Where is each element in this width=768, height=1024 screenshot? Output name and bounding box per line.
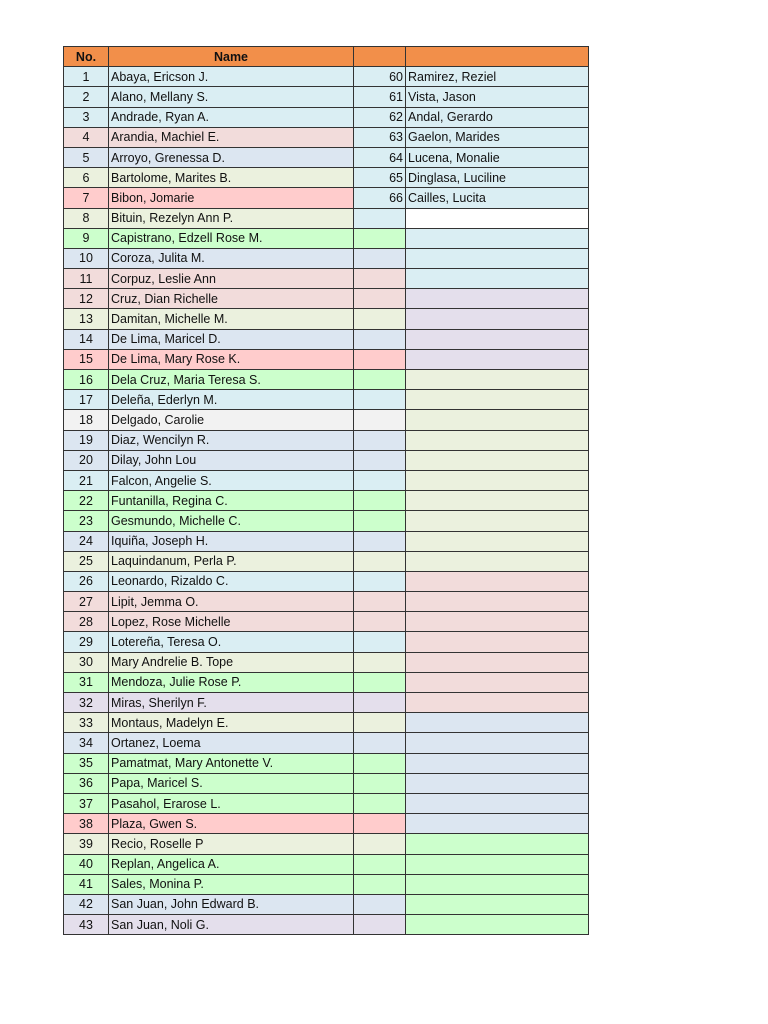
second-name-cell[interactable] — [406, 733, 589, 753]
second-number-cell[interactable]: 62 — [354, 107, 406, 127]
row-number-cell[interactable]: 31 — [64, 672, 109, 692]
second-number-cell[interactable] — [354, 309, 406, 329]
table-row — [64, 269, 589, 289]
second-number-cell[interactable] — [354, 592, 406, 612]
second-number-cell[interactable] — [354, 289, 406, 309]
row-number-cell[interactable]: 17 — [64, 390, 109, 410]
row-number-cell[interactable]: 40 — [64, 854, 109, 874]
table-row — [64, 370, 589, 390]
table-row — [64, 289, 589, 309]
second-name-cell[interactable] — [406, 612, 589, 632]
second-number-cell[interactable] — [354, 834, 406, 854]
name-cell[interactable]: Leonardo, Rizaldo C. — [109, 571, 354, 591]
row-number-cell[interactable]: 18 — [64, 410, 109, 430]
second-number-cell[interactable] — [354, 793, 406, 813]
second-number-cell[interactable] — [354, 854, 406, 874]
name-cell[interactable]: Andrade, Ryan A. — [109, 107, 354, 127]
second-number-cell[interactable] — [354, 511, 406, 531]
row-number-cell[interactable]: 12 — [64, 289, 109, 309]
second-name-cell[interactable] — [406, 632, 589, 652]
name-cell[interactable]: Replan, Angelica A. — [109, 854, 354, 874]
second-name-cell[interactable] — [406, 269, 589, 289]
second-name-cell[interactable] — [406, 592, 589, 612]
table-row — [64, 410, 589, 430]
second-name-cell[interactable] — [406, 491, 589, 511]
second-name-cell[interactable] — [406, 854, 589, 874]
second-name-cell[interactable] — [406, 571, 589, 591]
table-row — [64, 450, 589, 470]
header-name[interactable]: Name — [109, 47, 354, 67]
row-number-cell[interactable]: 33 — [64, 713, 109, 733]
second-number-cell[interactable] — [354, 733, 406, 753]
table-row — [64, 470, 589, 490]
second-number-cell[interactable] — [354, 470, 406, 490]
second-number-cell[interactable] — [354, 329, 406, 349]
table-row — [64, 612, 589, 632]
second-name-cell[interactable] — [406, 531, 589, 551]
name-cell[interactable]: Diaz, Wencilyn R. — [109, 430, 354, 450]
second-name-cell[interactable] — [406, 652, 589, 672]
row-number-cell[interactable]: 14 — [64, 329, 109, 349]
table-row — [64, 168, 589, 188]
second-number-cell[interactable] — [354, 410, 406, 430]
table-row — [64, 127, 589, 147]
row-number-cell[interactable]: 22 — [64, 491, 109, 511]
row-number-cell[interactable]: 13 — [64, 309, 109, 329]
row-number-cell[interactable]: 35 — [64, 753, 109, 773]
second-number-cell[interactable] — [354, 208, 406, 228]
name-cell[interactable]: Capistrano, Edzell Rose M. — [109, 228, 354, 248]
table-row — [64, 390, 589, 410]
second-number-cell[interactable] — [354, 773, 406, 793]
name-cell[interactable]: Corpuz, Leslie Ann — [109, 269, 354, 289]
table-row — [64, 592, 589, 612]
second-name-cell[interactable]: Lucena, Monalie — [406, 147, 589, 167]
row-number-cell[interactable]: 8 — [64, 208, 109, 228]
row-number-cell[interactable]: 1 — [64, 67, 109, 87]
second-name-cell[interactable] — [406, 793, 589, 813]
second-number-cell[interactable]: 64 — [354, 147, 406, 167]
row-number-cell[interactable]: 25 — [64, 551, 109, 571]
name-cell[interactable]: Miras, Sherilyn F. — [109, 693, 354, 713]
row-number-cell[interactable]: 4 — [64, 127, 109, 147]
table-row — [64, 693, 589, 713]
row-number-cell[interactable]: 10 — [64, 248, 109, 268]
row-number-cell[interactable]: 24 — [64, 531, 109, 551]
second-name-cell[interactable] — [406, 208, 589, 228]
row-number-cell[interactable]: 36 — [64, 773, 109, 793]
second-number-cell[interactable] — [354, 672, 406, 692]
second-name-cell[interactable] — [406, 450, 589, 470]
second-number-cell[interactable]: 61 — [354, 87, 406, 107]
name-cell[interactable]: Bituin, Rezelyn Ann P. — [109, 208, 354, 228]
second-name-cell[interactable] — [406, 693, 589, 713]
second-number-cell[interactable] — [354, 228, 406, 248]
table-row — [64, 571, 589, 591]
table-row — [64, 531, 589, 551]
name-cell[interactable]: Dela Cruz, Maria Teresa S. — [109, 370, 354, 390]
row-number-cell[interactable]: 11 — [64, 269, 109, 289]
name-cell[interactable]: Deleña, Ederlyn M. — [109, 390, 354, 410]
table-row — [64, 773, 589, 793]
row-number-cell[interactable]: 21 — [64, 470, 109, 490]
row-number-cell[interactable]: 34 — [64, 733, 109, 753]
second-name-cell[interactable] — [406, 228, 589, 248]
row-number-cell[interactable]: 20 — [64, 450, 109, 470]
table-row — [64, 491, 589, 511]
name-cell[interactable]: Mary Andrelie B. Tope — [109, 652, 354, 672]
row-number-cell[interactable]: 2 — [64, 87, 109, 107]
second-number-cell[interactable]: 63 — [354, 127, 406, 147]
table-row — [64, 430, 589, 450]
second-name-cell[interactable] — [406, 248, 589, 268]
roster-table — [63, 46, 589, 935]
row-number-cell[interactable]: 32 — [64, 693, 109, 713]
second-name-cell[interactable] — [406, 773, 589, 793]
name-cell[interactable]: Lopez, Rose Michelle — [109, 612, 354, 632]
second-name-cell[interactable] — [406, 894, 589, 914]
row-number-cell[interactable]: 9 — [64, 228, 109, 248]
second-number-cell[interactable] — [354, 491, 406, 511]
second-number-cell[interactable] — [354, 370, 406, 390]
name-cell[interactable]: Plaza, Gwen S. — [109, 814, 354, 834]
second-name-cell[interactable] — [406, 329, 589, 349]
second-name-cell[interactable] — [406, 370, 589, 390]
second-name-cell[interactable] — [406, 390, 589, 410]
second-name-cell[interactable]: Ramirez, Reziel — [406, 67, 589, 87]
name-cell[interactable]: Arandia, Machiel E. — [109, 127, 354, 147]
row-number-cell[interactable]: 5 — [64, 147, 109, 167]
name-cell[interactable]: Laquindanum, Perla P. — [109, 551, 354, 571]
name-cell[interactable]: Damitan, Michelle M. — [109, 309, 354, 329]
name-cell[interactable]: San Juan, John Edward B. — [109, 894, 354, 914]
table-row — [64, 248, 589, 268]
table-row — [64, 208, 589, 228]
name-cell[interactable]: Lipit, Jemma O. — [109, 592, 354, 612]
second-number-cell[interactable] — [354, 894, 406, 914]
row-number-cell[interactable]: 15 — [64, 349, 109, 369]
name-cell[interactable]: Abaya, Ericson J. — [109, 67, 354, 87]
table-row — [64, 67, 589, 87]
table-row — [64, 349, 589, 369]
name-cell[interactable]: Cruz, Dian Richelle — [109, 289, 354, 309]
second-number-cell[interactable] — [354, 713, 406, 733]
second-number-cell[interactable] — [354, 430, 406, 450]
name-cell[interactable]: Ortanez, Loema — [109, 733, 354, 753]
second-name-cell[interactable] — [406, 753, 589, 773]
row-number-cell[interactable]: 38 — [64, 814, 109, 834]
name-cell[interactable]: Funtanilla, Regina C. — [109, 491, 354, 511]
table-row — [64, 87, 589, 107]
name-cell[interactable]: De Lima, Maricel D. — [109, 329, 354, 349]
second-number-cell[interactable] — [354, 450, 406, 470]
second-number-cell[interactable]: 66 — [354, 188, 406, 208]
table-row — [64, 551, 589, 571]
second-name-cell[interactable] — [406, 289, 589, 309]
second-name-cell[interactable]: Cailles, Lucita — [406, 188, 589, 208]
second-name-cell[interactable] — [406, 874, 589, 894]
name-cell[interactable]: Mendoza, Julie Rose P. — [109, 672, 354, 692]
table-row — [64, 632, 589, 652]
name-cell[interactable]: Alano, Mellany S. — [109, 87, 354, 107]
name-cell[interactable]: Bartolome, Marites B. — [109, 168, 354, 188]
row-number-cell[interactable]: 19 — [64, 430, 109, 450]
name-cell[interactable]: Papa, Maricel S. — [109, 773, 354, 793]
second-number-cell[interactable] — [354, 753, 406, 773]
second-number-cell[interactable] — [354, 814, 406, 834]
second-number-cell[interactable] — [354, 874, 406, 894]
second-number-cell[interactable] — [354, 248, 406, 268]
row-number-cell[interactable]: 29 — [64, 632, 109, 652]
second-name-cell[interactable] — [406, 672, 589, 692]
row-number-cell[interactable]: 7 — [64, 188, 109, 208]
second-name-cell[interactable] — [406, 713, 589, 733]
table-row — [64, 713, 589, 733]
second-number-cell[interactable] — [354, 632, 406, 652]
row-number-cell[interactable]: 6 — [64, 168, 109, 188]
name-cell[interactable]: Coroza, Julita M. — [109, 248, 354, 268]
table-row — [64, 672, 589, 692]
second-name-cell[interactable] — [406, 470, 589, 490]
row-number-cell[interactable]: 41 — [64, 874, 109, 894]
table-row — [64, 834, 589, 854]
table-row — [64, 652, 589, 672]
header-row — [64, 47, 589, 67]
second-name-cell[interactable]: Vista, Jason — [406, 87, 589, 107]
second-number-cell[interactable] — [354, 269, 406, 289]
table-row — [64, 733, 589, 753]
row-number-cell[interactable]: 39 — [64, 834, 109, 854]
second-number-cell[interactable] — [354, 551, 406, 571]
table-row — [64, 753, 589, 773]
second-number-cell[interactable] — [354, 915, 406, 935]
second-name-cell[interactable] — [406, 511, 589, 531]
name-cell[interactable]: Pasahol, Erarose L. — [109, 793, 354, 813]
header-col4[interactable] — [406, 47, 589, 67]
name-cell[interactable]: Recio, Roselle P — [109, 834, 354, 854]
name-cell[interactable]: Bibon, Jomarie — [109, 188, 354, 208]
name-cell[interactable]: Falcon, Angelie S. — [109, 470, 354, 490]
row-number-cell[interactable]: 23 — [64, 511, 109, 531]
table-row — [64, 107, 589, 127]
table-row — [64, 188, 589, 208]
second-number-cell[interactable] — [354, 349, 406, 369]
row-number-cell[interactable]: 16 — [64, 370, 109, 390]
table-row — [64, 309, 589, 329]
name-cell[interactable]: Lotereña, Teresa O. — [109, 632, 354, 652]
second-name-cell[interactable]: Andal, Gerardo — [406, 107, 589, 127]
row-number-cell[interactable]: 3 — [64, 107, 109, 127]
row-number-cell[interactable]: 26 — [64, 571, 109, 591]
second-name-cell[interactable] — [406, 551, 589, 571]
row-number-cell[interactable]: 42 — [64, 894, 109, 914]
header-col3[interactable] — [354, 47, 406, 67]
row-number-cell[interactable]: 43 — [64, 915, 109, 935]
table-row — [64, 915, 589, 935]
second-name-cell[interactable] — [406, 430, 589, 450]
row-number-cell[interactable]: 28 — [64, 612, 109, 632]
second-name-cell[interactable]: Dinglasa, Luciline — [406, 168, 589, 188]
second-name-cell[interactable] — [406, 834, 589, 854]
table-row — [64, 147, 589, 167]
second-number-cell[interactable] — [354, 652, 406, 672]
second-name-cell[interactable] — [406, 349, 589, 369]
second-number-cell[interactable] — [354, 571, 406, 591]
name-cell[interactable]: Gesmundo, Michelle C. — [109, 511, 354, 531]
second-number-cell[interactable] — [354, 531, 406, 551]
table-row — [64, 894, 589, 914]
name-cell[interactable]: San Juan, Noli G. — [109, 915, 354, 935]
second-name-cell[interactable] — [406, 915, 589, 935]
name-cell[interactable]: Dilay, John Lou — [109, 450, 354, 470]
header-no[interactable]: No. — [64, 47, 109, 67]
table-row — [64, 511, 589, 531]
table-row — [64, 814, 589, 834]
table-row — [64, 329, 589, 349]
second-number-cell[interactable] — [354, 612, 406, 632]
second-number-cell[interactable] — [354, 390, 406, 410]
table-row — [64, 793, 589, 813]
name-cell[interactable]: Arroyo, Grenessa D. — [109, 147, 354, 167]
name-cell[interactable]: Pamatmat, Mary Antonette V. — [109, 753, 354, 773]
name-cell[interactable]: Montaus, Madelyn E. — [109, 713, 354, 733]
name-cell[interactable]: De Lima, Mary Rose K. — [109, 349, 354, 369]
name-cell[interactable]: Iquiña, Joseph H. — [109, 531, 354, 551]
second-name-cell[interactable] — [406, 410, 589, 430]
row-number-cell[interactable]: 37 — [64, 793, 109, 813]
second-name-cell[interactable]: Gaelon, Marides — [406, 127, 589, 147]
second-name-cell[interactable] — [406, 814, 589, 834]
name-cell[interactable]: Delgado, Carolie — [109, 410, 354, 430]
table-row — [64, 854, 589, 874]
name-cell[interactable]: Sales, Monina P. — [109, 874, 354, 894]
second-number-cell[interactable]: 60 — [354, 67, 406, 87]
second-number-cell[interactable]: 65 — [354, 168, 406, 188]
second-name-cell[interactable] — [406, 309, 589, 329]
second-number-cell[interactable] — [354, 693, 406, 713]
row-number-cell[interactable]: 27 — [64, 592, 109, 612]
row-number-cell[interactable]: 30 — [64, 652, 109, 672]
table-row — [64, 228, 589, 248]
table-row — [64, 874, 589, 894]
